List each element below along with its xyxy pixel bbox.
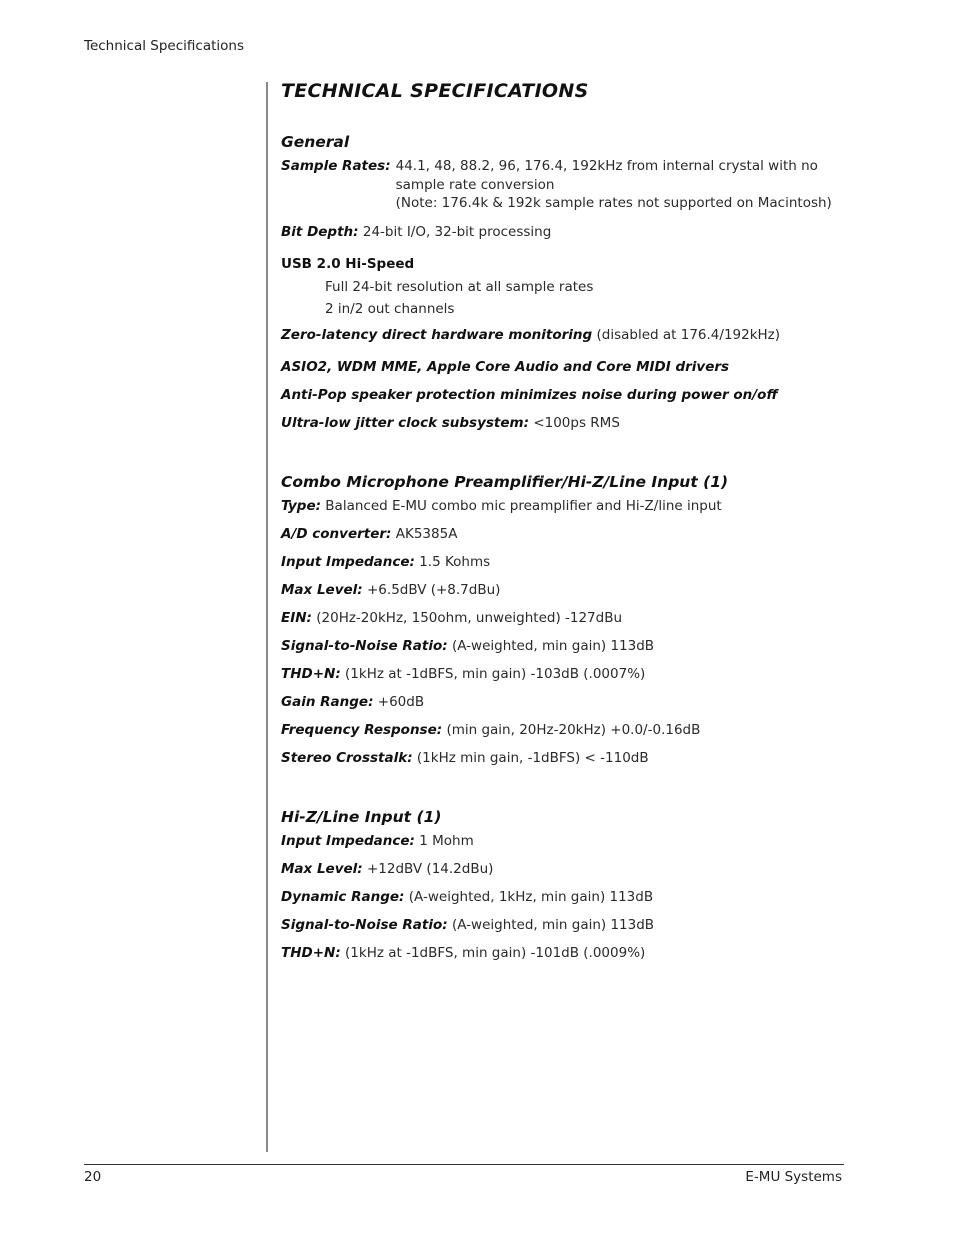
spec-value: (A-weighted, min gain) 113dB (451, 637, 655, 654)
main-content (281, 78, 841, 963)
spec-value: (1kHz at -1dBFS, min gain) -101dB (.0009%) (345, 944, 646, 961)
spec-value-line: 44.1, 48, 88.2, 96, 176.4, 192kHz from internal crystal with no (395, 158, 818, 174)
spec-value-line: (Note: 176.4k & 192k sample rates not supported on Macintosh) (395, 195, 832, 211)
spec-label: A/D converter: (281, 525, 392, 542)
section-heading-hiz: Hi-Z/Line Input (1) (281, 807, 442, 826)
page-title: TECHNICAL SPECIFICATIONS (281, 80, 589, 102)
spec-row (281, 637, 841, 656)
combo-spec-list (281, 497, 841, 768)
spec-label: Type: (281, 497, 321, 514)
spec-label: Dynamic Range: (281, 888, 405, 905)
spec-sample-rates (281, 157, 841, 213)
spec-row (281, 944, 841, 963)
spec-jitter (281, 414, 841, 433)
spec-row (281, 888, 841, 907)
spec-value: +12dBV (14.2dBu) (367, 860, 494, 877)
spec-usb-line: 2 in/2 out channels (325, 300, 455, 317)
spec-row (281, 581, 841, 600)
footer-rule (84, 1164, 844, 1165)
spec-value: (1kHz min gain, -1dBFS) < -110dB (416, 749, 649, 766)
spec-value: (A-weighted, min gain) 113dB (451, 916, 655, 933)
spec-row (281, 553, 841, 572)
spec-label: Signal-to-Noise Ratio: (281, 916, 448, 933)
spec-label: Stereo Crosstalk: (281, 749, 413, 766)
spec-label: Bit Depth: (281, 223, 359, 240)
spec-row (281, 832, 841, 851)
spec-value: (A-weighted, 1kHz, min gain) 113dB (408, 888, 654, 905)
spec-label: Ultra-low jitter clock subsystem: (281, 414, 530, 431)
spec-value: 1 Mohm (419, 832, 474, 849)
spec-anti-pop (281, 386, 841, 405)
footer-brand: E-MU Systems (745, 1169, 842, 1185)
hiz-spec-list (281, 832, 841, 963)
spec-value-line: sample rate conversion (395, 176, 555, 193)
spec-value: (min gain, 20Hz-20kHz) +0.0/-0.16dB (446, 721, 701, 738)
spec-value: (disabled at 176.4/192kHz) (596, 326, 781, 343)
spec-row (281, 916, 841, 935)
spec-row (281, 497, 841, 516)
spec-row (281, 693, 841, 712)
spec-usb-line: Full 24-bit resolution at all sample rates (325, 278, 594, 295)
running-header: Technical Specifications (84, 38, 244, 54)
spec-row (281, 721, 841, 740)
spec-label: Max Level: (281, 860, 363, 877)
spec-label: Zero-latency direct hardware monitoring (281, 326, 593, 343)
spec-value: Balanced E-MU combo mic preamplifier and Hi-Z/line input (325, 497, 722, 514)
spec-label: Frequency Response: (281, 721, 443, 738)
spec-value: 1.5 Kohms (419, 553, 491, 570)
spec-row (281, 860, 841, 879)
spec-bit-depth (281, 223, 841, 242)
spec-label: Gain Range: (281, 693, 374, 710)
spec-label: EIN: (281, 609, 312, 626)
spec-value: (1kHz at -1dBFS, min gain) -103dB (.0007%) (345, 665, 646, 682)
spec-row (281, 609, 841, 628)
spec-zero-latency (281, 326, 841, 345)
spec-label: USB 2.0 Hi-Speed (281, 255, 415, 272)
spec-row (281, 525, 841, 544)
spec-row (281, 749, 841, 768)
spec-label: Anti-Pop speaker protection minimizes noise during power on/off (281, 386, 778, 403)
spec-label: Signal-to-Noise Ratio: (281, 637, 448, 654)
spec-value: (20Hz-20kHz, 150ohm, unweighted) -127dBu (316, 609, 623, 626)
spec-label: Input Impedance: (281, 832, 415, 849)
page-number: 20 (84, 1169, 102, 1185)
spec-value: +60dB (377, 693, 425, 710)
spec-label: Max Level: (281, 581, 363, 598)
spec-value: <100ps RMS (533, 414, 620, 431)
spec-label: THD+N: (281, 944, 341, 961)
spec-label: Input Impedance: (281, 553, 415, 570)
spec-value: 24-bit I/O, 32-bit processing (362, 223, 552, 240)
section-heading-general: General (281, 133, 350, 151)
spec-label: ASIO2, WDM MME, Apple Core Audio and Core MIDI drivers (281, 358, 730, 375)
spec-usb (281, 255, 841, 274)
spec-value: AK5385A (395, 525, 458, 542)
section-heading-combo: Combo Microphone Preamplifier/Hi-Z/Line Input (1) (281, 472, 729, 491)
spec-row (281, 665, 841, 684)
spec-value: +6.5dBV (+8.7dBu) (367, 581, 501, 598)
spec-drivers (281, 358, 841, 377)
spec-label: Sample Rates: (281, 158, 391, 174)
spec-label: THD+N: (281, 665, 341, 682)
margin-rule (266, 82, 268, 1152)
